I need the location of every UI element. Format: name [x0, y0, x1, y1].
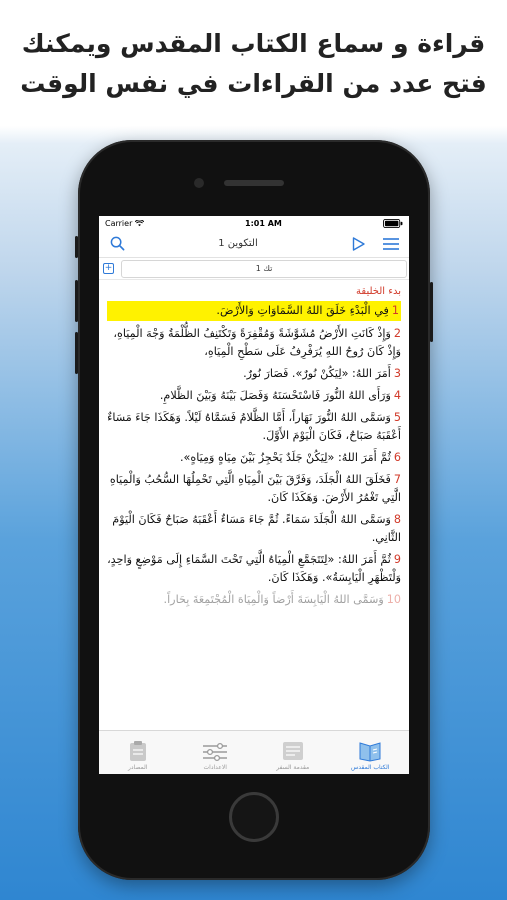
menu-button[interactable] — [381, 234, 401, 254]
chapter-title[interactable]: التكوين 1 — [218, 238, 258, 249]
verse-text: فَخَلَقَ اللهُ الْجَلَدَ، وَفَرَّقَ بَيْنَ الْمِيَاهِ الَّتِي تَحْمِلُهَا السُّحُبُ وَالْمِيَاهِ الَّتِي تَغْمُرُ الأَرْضَ. وَهَكَذَا كَانَ. — [109, 473, 401, 504]
bible-text — [99, 280, 409, 609]
battery-icon — [383, 219, 403, 228]
verse-number: 1 — [391, 304, 399, 317]
reading-tab-genesis-1[interactable]: تك 1 — [121, 260, 407, 278]
app-screen — [99, 216, 409, 774]
verse[interactable] — [107, 365, 401, 383]
section-heading: بدء الخليقة — [356, 286, 401, 297]
home-button[interactable] — [229, 792, 279, 842]
highlighted-verse[interactable] — [107, 301, 401, 321]
verse-number: 5 — [393, 411, 401, 424]
front-camera — [194, 178, 204, 188]
nav-right-actions — [349, 234, 401, 254]
book-intro-icon — [281, 740, 305, 762]
reading-tabs-row — [99, 258, 409, 280]
play-button[interactable] — [349, 234, 369, 254]
status-bar — [99, 216, 409, 230]
verse[interactable] — [107, 591, 401, 609]
earpiece-speaker — [224, 180, 284, 186]
promo-headline — [0, 24, 507, 104]
verse[interactable] — [107, 387, 401, 405]
verse-text: وَسَمَّى اللهُ الْجَلَدَ سَمَاءً. ثُمَّ جَاءَ مَسَاءٌ أَعْقَبَهُ صَبَاحٌ فَكَانَ الْيَوْمَ الثَّانِي. — [112, 513, 401, 544]
tab-bar — [99, 730, 409, 774]
plus-icon: + — [104, 263, 113, 273]
hamburger-menu-icon — [383, 238, 399, 250]
verse-text: فِي الْبَدْءِ خَلَقَ اللهُ السَّمَاوَاتِ وَالأَرْضَ. — [216, 304, 389, 317]
verse-text: وَسَمَّى اللهُ النُّورَ نَهَاراً، أَمَّا الظَّلامُ فَسَمَّاهُ لَيْلاً. وَهَكَذَا جَاءَ مَسَاءٌ أَعْقَبَهُ صَبَاحٌ، فَكَانَ الْيَوْمَ الأَوَّلَ. — [107, 411, 401, 442]
navigation-bar — [99, 230, 409, 258]
verse-text: أَمَرَ اللهُ: «لِيَكُنْ نُورٌ». فَصَارَ نُورٌ. — [243, 367, 391, 380]
verse-number: 8 — [393, 513, 401, 526]
verse-list — [107, 301, 401, 609]
verse-number: 2 — [393, 327, 401, 340]
verse-number: 10 — [386, 593, 401, 606]
add-tab-button[interactable] — [103, 263, 114, 274]
search-icon — [110, 236, 125, 251]
bible-book-icon — [357, 740, 383, 762]
verse-text: ثُمَّ أَمَرَ اللهُ: «لِيَكُنْ جَلَدٌ يَحْجِزُ بَيْنَ مِيَاهٍ وَمِيَاهٍ». — [179, 451, 391, 464]
promo-line-1: قراءة و سماع الكتاب المقدس ويمكنك — [21, 29, 486, 58]
verse[interactable] — [107, 449, 401, 467]
volume-up-button — [75, 280, 78, 322]
verse[interactable] — [107, 511, 401, 547]
verse[interactable] — [107, 551, 401, 587]
play-icon — [352, 237, 365, 251]
verse-number: 4 — [393, 389, 401, 402]
verse-number: 7 — [393, 473, 401, 486]
verse-number: 9 — [393, 553, 401, 566]
verse-text: وَرَأَى اللهُ النُّورَ فَاسْتَحْسَنَهُ وَفَصَلَ بَيْنَهُ وَبَيْنَ الظَّلامِ. — [159, 389, 391, 402]
verse-text: وَسَمَّى اللهُ الْيَابِسَةَ أَرْضاً وَالْمِيَاهَ الْمُجْتَمِعَةَ بِحَاراً. — [163, 593, 384, 606]
promo-line-2: فتح عدد من القراءات في نفس الوقت — [20, 69, 487, 98]
tab-sources[interactable]: المصادر — [99, 731, 177, 774]
volume-down-button — [75, 332, 78, 374]
verse-text: ثُمَّ أَمَرَ اللهُ: «لِتَتَجَمَّعِ الْمِيَاهُ الَّتِي تَحْتَ السَّمَاءِ إِلَى مَوْضِعٍ وَاحِدٍ، وَلْتَظْهَرِ الْيَابِسَةُ». وَهَكَذَا كَانَ. — [107, 553, 401, 584]
search-button[interactable] — [107, 234, 127, 254]
carrier-label: Carrier — [105, 219, 144, 228]
wifi-icon — [135, 220, 144, 227]
verse[interactable] — [107, 471, 401, 507]
verse[interactable] — [107, 409, 401, 445]
verse-number: 3 — [393, 367, 401, 380]
tab-book-intro[interactable]: مقدمة السفر — [254, 731, 332, 774]
mute-switch — [75, 236, 78, 258]
sliders-icon — [202, 742, 228, 762]
phone-frame — [78, 140, 430, 880]
verse-number: 6 — [393, 451, 401, 464]
tab-bible[interactable]: الكتاب المقدس — [332, 731, 410, 774]
status-time: 1:01 AM — [245, 218, 282, 228]
tab-settings[interactable]: الاعدادات — [177, 731, 255, 774]
power-button — [430, 282, 433, 342]
verse[interactable] — [107, 325, 401, 361]
clipboard-icon — [128, 740, 148, 762]
verse-text: وَإِذْ كَانَتِ الأَرْضُ مُشَوَّشَةً وَمُقْفِرَةً وَتَكْتَنِفُ الظُّلْمَةُ وَجْهَ الْمِيَاهِ، وَإِذْ كَانَ رُوحُ اللهِ يُرَفْرِفُ عَلَى سَطْحِ الْمِيَاهِ، — [113, 327, 401, 358]
